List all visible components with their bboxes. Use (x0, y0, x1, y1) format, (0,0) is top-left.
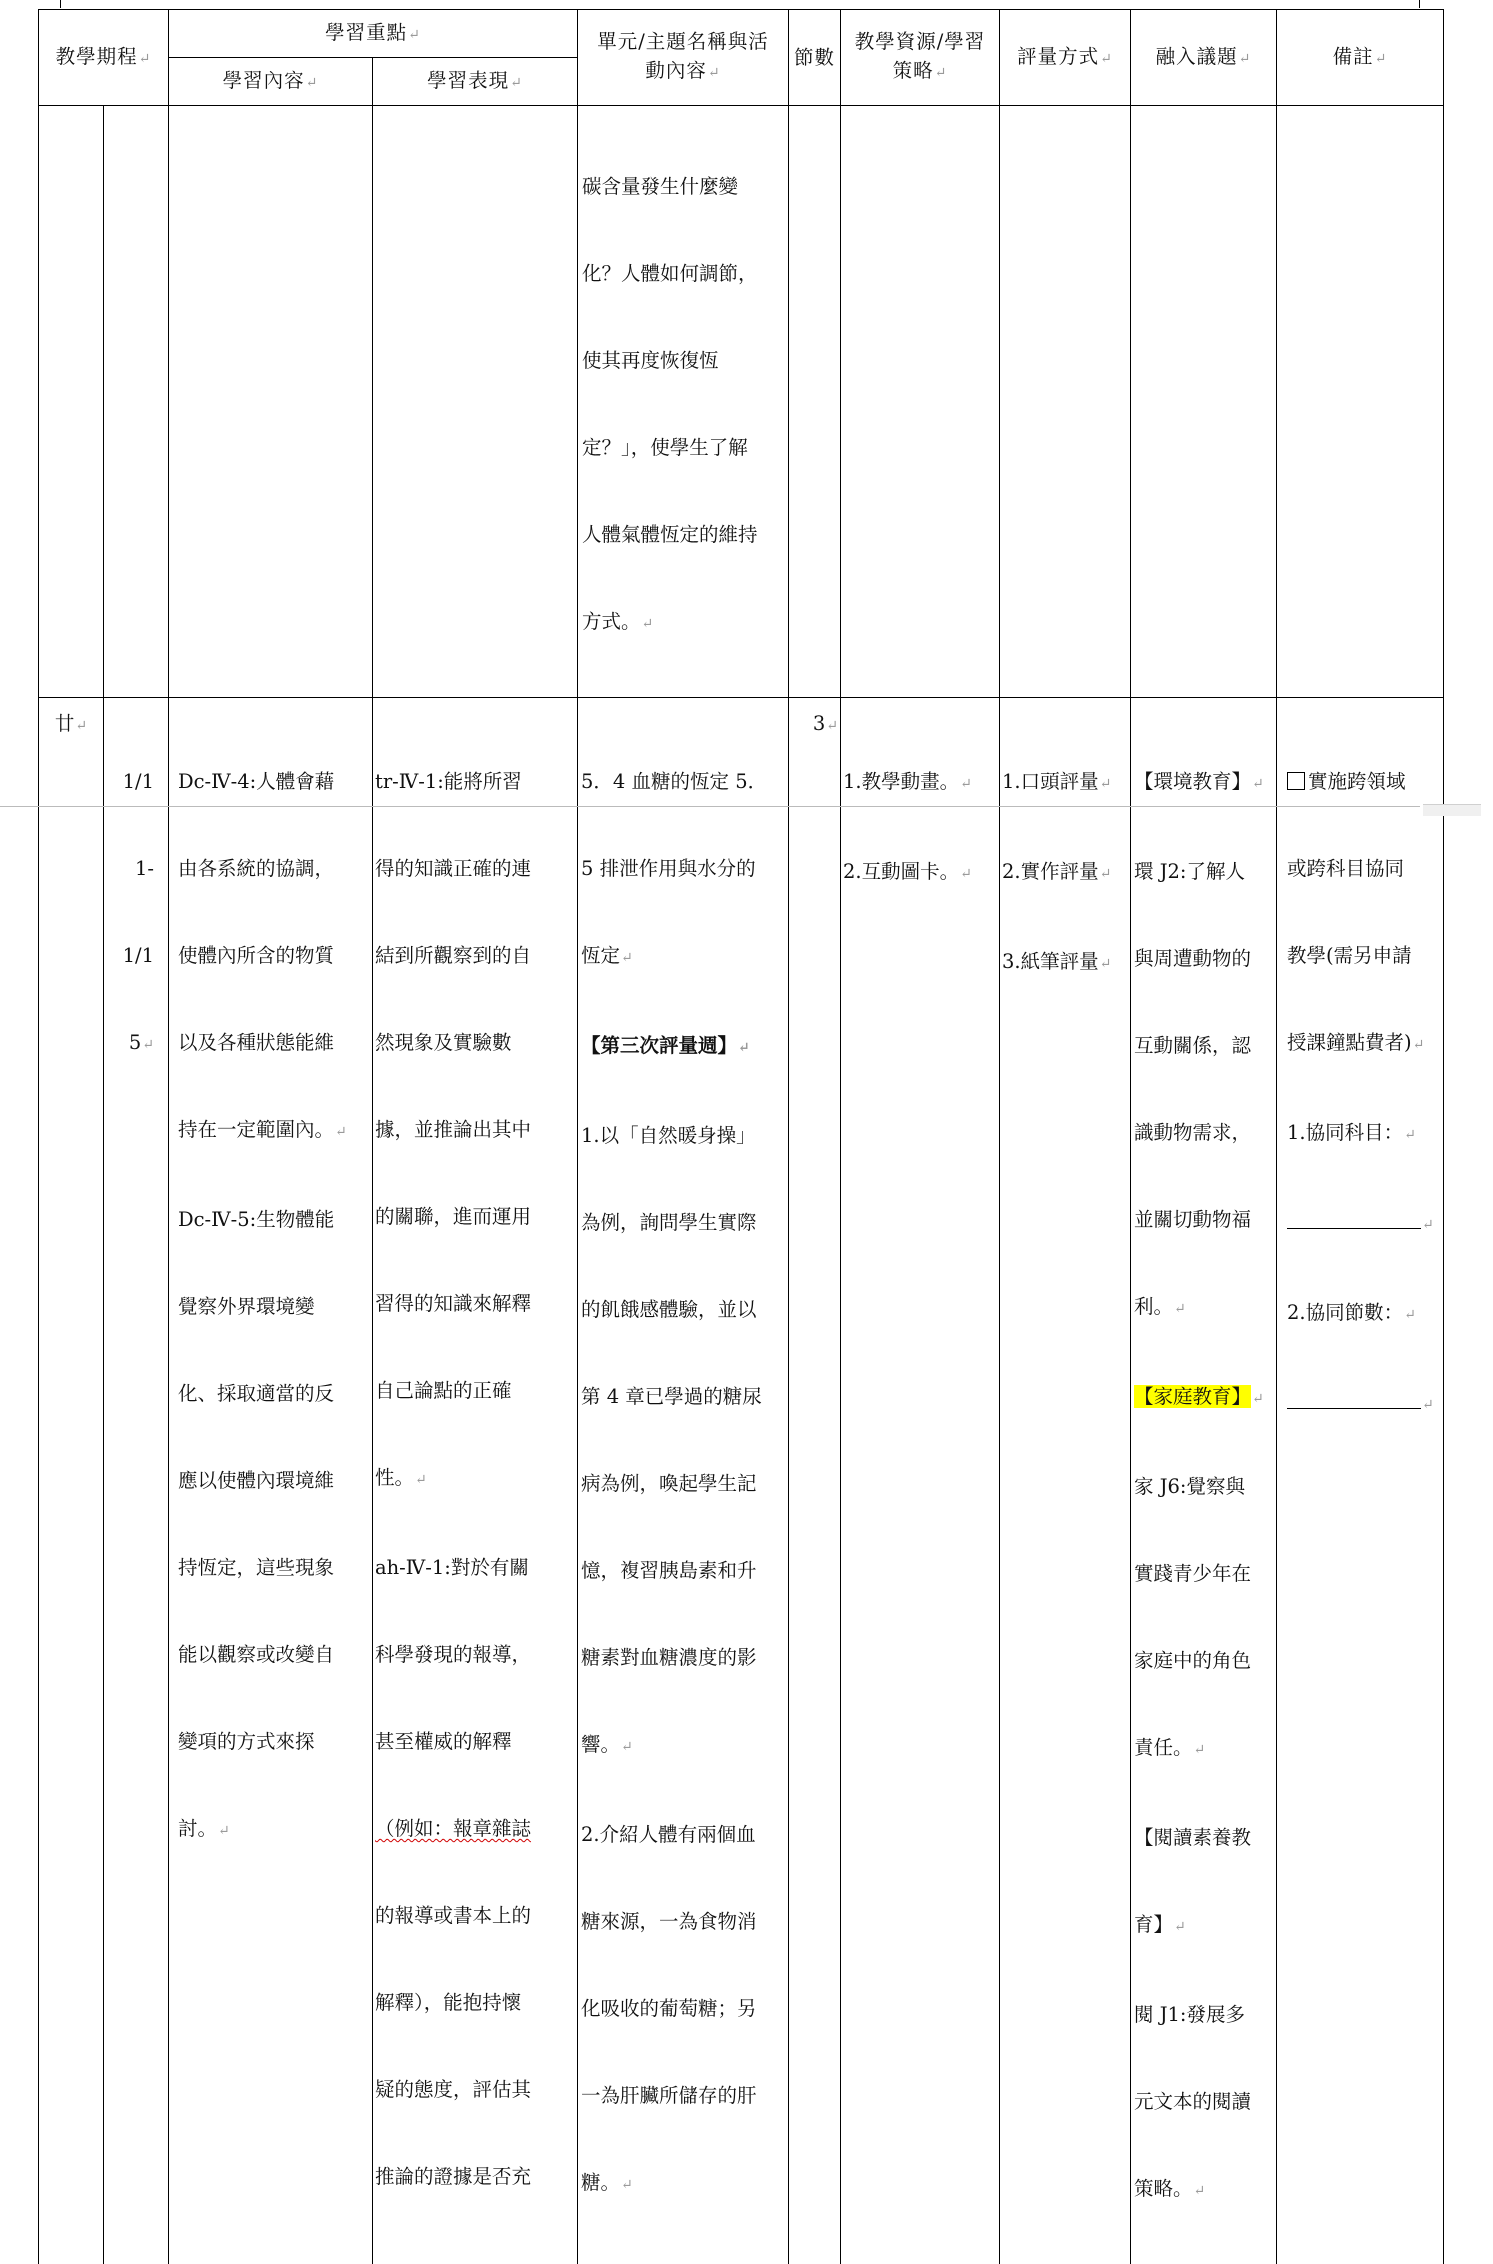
family-education-tag: 【家庭教育】↵ (1134, 1382, 1272, 1414)
text-line: 以及各種狀態能維 (178, 1028, 368, 1057)
text-line: 碳含量發生什麼變 (582, 172, 784, 201)
text-line: 能以觀察或改變自 (178, 1640, 368, 1669)
text-line: 人體氣體恆定的維持 (582, 520, 784, 549)
text-line: 糖素對血糖濃度的影 (581, 1643, 784, 1672)
header-issues: 融入議題↵ (1131, 10, 1277, 106)
text-line: 響。↵ (581, 1730, 784, 1762)
text-line: 甚至權威的解釋 (375, 1727, 573, 1756)
row1-issues-cell (1131, 106, 1277, 698)
text-line: 化吸收的葡萄糖；另 (581, 1994, 784, 2023)
text-line: 策略。↵ (1134, 2174, 1272, 2206)
text-line: 科學發現的報導， (375, 1640, 573, 1669)
text-line: 恆定↵ (581, 941, 784, 973)
text-line: 教學(需另申請 (1287, 941, 1439, 970)
text-line: 方式。↵ (582, 607, 784, 639)
text-line: 持恆定，這些現象 (178, 1553, 368, 1582)
row2-week-cell: 廿↵ (39, 698, 104, 2264)
row1-assessment-cell (1000, 106, 1131, 698)
text-line: 性。↵ (375, 1463, 573, 1495)
text-line: 持在一定範圍內。↵ (178, 1115, 368, 1147)
text-line: 討。↵ (178, 1814, 368, 1846)
text-line: 自己論點的正確 (375, 1376, 573, 1405)
text-line: 1.口頭評量↵ (1002, 767, 1126, 799)
row2-content-cell (169, 698, 373, 2264)
row1-date-cell (104, 106, 169, 698)
text-line: 據，並推論出其中 (375, 1115, 573, 1144)
page-margin-left-marker (60, 0, 61, 8)
text-line: 5．4 血糖的恆定 5． (581, 767, 784, 796)
text-line: 實踐青少年在 (1134, 1559, 1272, 1588)
text-line: 環 J2:了解人 (1134, 857, 1272, 886)
text-line: 或跨科目協同 (1287, 854, 1439, 883)
row1-week-cell (39, 106, 104, 698)
text-line: 第 4 章已學過的糖尿 (581, 1382, 784, 1411)
scrollbar-corner[interactable] (1423, 804, 1481, 816)
text-line: 2.實作評量↵ (1002, 857, 1126, 889)
row1-unit-cell (578, 106, 789, 698)
text-line: 習得的知識來解釋 (375, 1289, 573, 1318)
text-line: 與周遭動物的 (1134, 944, 1272, 973)
text-line: 利。↵ (1134, 1292, 1272, 1324)
row1-notes-cell (1277, 106, 1444, 698)
row2-assessment-cell (1000, 698, 1131, 2264)
text-line: （例如：報章雜誌 (375, 1814, 573, 1843)
text-line: tr-Ⅳ-1:能將所習 (375, 767, 573, 796)
text-line: 元文本的閱讀 (1134, 2087, 1272, 2116)
header-period: 教學期程↵ (39, 10, 169, 106)
header-notes: 備註↵ (1277, 10, 1444, 106)
row1-hours-cell (789, 106, 841, 698)
text-line: 2.協同節數：↵ (1287, 1298, 1439, 1330)
table-row (39, 106, 1444, 698)
table-row (39, 698, 1444, 2264)
text-line: 化、採取適當的反 (178, 1379, 368, 1408)
header-hours: 節數 (789, 10, 841, 106)
text-line: 5↵ (108, 1028, 154, 1060)
text-line: 1- (108, 854, 154, 883)
text-line: 3.紙筆評量↵ (1002, 947, 1126, 979)
row2-notes-cell (1277, 698, 1444, 2264)
text-line: 並關切動物福 (1134, 1205, 1272, 1234)
co-teaching-subject-blank[interactable]: ↵ (1287, 1208, 1439, 1240)
row2-resources-cell (841, 698, 1000, 2264)
text-line: 【環境教育】↵ (1134, 767, 1272, 799)
lesson-plan-table (38, 9, 1444, 2264)
text-line: 化？人體如何調節， (582, 259, 784, 288)
row1-performance-cell (373, 106, 578, 698)
row2-hours-cell: 3↵ (789, 698, 841, 2264)
co-teaching-checkbox[interactable] (1287, 772, 1305, 790)
text-line: 實施跨領域 (1287, 767, 1439, 796)
text-line: 推論的證據是否充 (375, 2162, 573, 2191)
text-line: 覺察外界環境變 (178, 1292, 368, 1321)
text-line: 互動關係，認 (1134, 1031, 1272, 1060)
text-line: 識動物需求， (1134, 1118, 1272, 1147)
text-line: 閱 J1:發展多 (1134, 2000, 1272, 2029)
text-line: 責任。↵ (1134, 1733, 1272, 1765)
text-line: 家庭中的角色 (1134, 1646, 1272, 1675)
text-line: 解釋），能抱持懷 (375, 1988, 573, 2017)
row2-performance-cell (373, 698, 578, 2264)
header-assessment: 評量方式↵ (1000, 10, 1131, 106)
header-unit: 單元/主題名稱與活 動內容↵ (578, 10, 789, 106)
text-line: 1.教學動畫。↵ (843, 767, 995, 799)
text-line: 的關聯，進而運用 (375, 1202, 573, 1231)
row1-resources-cell (841, 106, 1000, 698)
text-line: 疑的態度，評估其 (375, 2075, 573, 2104)
text-line: 憶，複習胰島素和升 (581, 1556, 784, 1585)
row2-date-cell (104, 698, 169, 2264)
co-teaching-hours-blank[interactable]: ↵ (1287, 1388, 1439, 1420)
text-line: 變項的方式來探 (178, 1727, 368, 1756)
text-line: 糖來源，一為食物消 (581, 1907, 784, 1936)
text-line: 【閱讀素養教 (1134, 1823, 1272, 1852)
text-line: 使其再度恢復恆 (582, 346, 784, 375)
text-line: 糖。↵ (581, 2168, 784, 2200)
exam-week-label: 【第三次評量週】↵ (581, 1031, 784, 1063)
text-line: ah-Ⅳ-1:對於有關 (375, 1553, 573, 1582)
text-line: 使體內所含的物質 (178, 941, 368, 970)
text-line: 一為肝臟所儲存的肝 (581, 2081, 784, 2110)
text-line: 5 排泄作用與水分的 (581, 854, 784, 883)
text-line: 結到所觀察到的自 (375, 941, 573, 970)
text-line: 由各系統的協調， (178, 854, 368, 883)
row2-issues-cell (1131, 698, 1277, 2264)
header-learning-content: 學習內容↵ (169, 58, 373, 106)
text-line: 1.以「自然暖身操」 (581, 1121, 784, 1150)
text-line: 應以使體內環境維 (178, 1466, 368, 1495)
text-line: 1/1 (108, 941, 154, 970)
row1-content-cell (169, 106, 373, 698)
text-line: 家 J6:覺察與 (1134, 1472, 1272, 1501)
header-learning-focus: 學習重點↵ (169, 10, 578, 58)
text-line: 定？」，使學生了解 (582, 433, 784, 462)
text-line: 2.介紹人體有兩個血 (581, 1820, 784, 1849)
text-line: 2.互動圖卡。↵ (843, 857, 995, 889)
text-line: 然現象及實驗數 (375, 1028, 573, 1057)
text-line: 授課鐘點費者)↵ (1287, 1028, 1439, 1060)
page-bottom-edge (0, 806, 1420, 807)
text-line: 育】↵ (1134, 1910, 1272, 1942)
text-line: 1/1 (108, 767, 154, 796)
row2-unit-cell (578, 698, 789, 2264)
text-line: 為例，詢問學生實際 (581, 1208, 784, 1237)
text-line: 得的知識正確的連 (375, 854, 573, 883)
text-line: 病為例，喚起學生記 (581, 1469, 784, 1498)
text-line: Dc-Ⅳ-5:生物體能 (178, 1205, 368, 1234)
text-line: Dc-Ⅳ-4:人體會藉 (178, 767, 368, 796)
header-resources: 教學資源/學習 策略↵ (841, 10, 1000, 106)
page-margin-right-marker (1419, 0, 1420, 8)
text-line: 的報導或書本上的 (375, 1901, 573, 1930)
header-learning-performance: 學習表現↵ (373, 58, 578, 106)
text-line: 的飢餓感體驗，並以 (581, 1295, 784, 1324)
text-line: 1.協同科目：↵ (1287, 1118, 1439, 1150)
